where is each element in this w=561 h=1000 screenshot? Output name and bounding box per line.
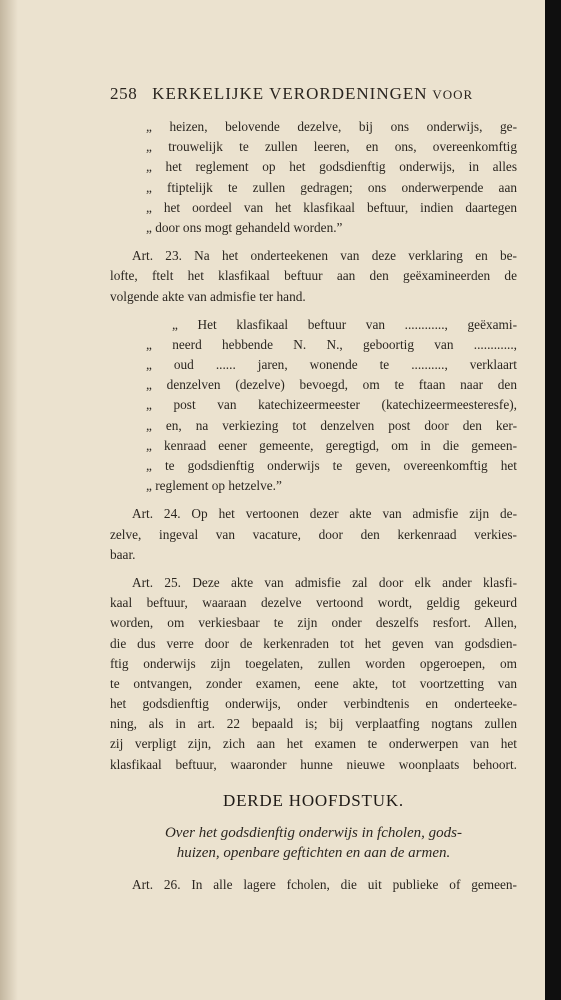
quote-line: „ het oordeel van het klasfikaal beftuur, indien daartegen [146,199,517,215]
quote-line: „ te godsdienftig onderwijs te geven, overeenkomftig het [146,458,517,473]
page-edge [545,0,561,1000]
quote-line: „ oud ...... jaren, wonende te .........., verklaart [146,357,517,373]
quote-line: „ post van katechizeermeester (katechizeermeesteresfe), [146,397,517,413]
quote-line: „ het reglement op het godsdienftig onderwijs, in alles [146,159,517,175]
quote-line: „ heizen, belovende dezelve, bij ons onderwijs, ge- [146,119,517,134]
text-line: worden, om verkiesbaar te zijn onder deszelfs resfort. Allen, [110,615,517,631]
quote-line: „ en, na verkiezing tot denzelven post door den ker- [146,417,517,433]
chapter-heading: DERDE HOOFDSTUK. [223,790,404,810]
page-body [110,117,517,895]
text-line: Art. 23. Na het onderteekenen van deze verklaring en be- [132,248,517,264]
subheading-line: huizen, openbare geftichten en aan de armen. [176,844,451,861]
text-line: klasfikaal beftuur, waaronder hunne nieuwe woonplaats behoort. [110,756,517,772]
running-title-suffix: VOOR [432,87,474,102]
paragraph-gap [110,496,517,504]
quote-line: „ denzelven (dezelve) bevoegd, om te ftaan naar den [146,377,517,393]
quote-line: „ neerd hebbende N. N., geboortig van ............, [146,336,517,352]
text-line: ftig onderwijs zijn toegelaten, zullen worden opgeroepen, om [110,655,517,671]
subheading-line: Over het godsdienftig onderwijs in fcholen, gods- [164,824,463,841]
text-line: kaal beftuur, waaraan dezelve vertoond wordt, geldig gekeurd [110,595,517,611]
text-line: die dus verre door de kerkenraden tot het geven van godsdien- [110,635,517,651]
quote-line: „ trouwelijk te zullen leeren, en ons, overeenkomftig [146,139,517,155]
text-line: Art. 25. Deze akte van admisfie zal door elk ander klasfi- [132,574,517,590]
text-line: zij verpligt zijn, zich aan het examen te onderwerpen van het [110,736,517,752]
text-line: zelve, ingeval van vacature, door den kerkenraad verkies- [110,526,517,542]
text-line: Art. 24. Op het vertoonen dezer akte van admisfie zijn de- [132,506,517,522]
text-line: het godsdienftig onderwijs, onder verbindtenis en onderteeke- [110,696,517,712]
quote-line: „ door ons mogt gehandeld worden.” [146,219,343,235]
text-line: ning, als in art. 22 bepaald is; bij verplaatfing nogtans zullen [110,716,517,732]
quote-line: „ ftiptelijk te zullen gedragen; ons onderwerpende aan [146,179,517,195]
text-lines [110,117,517,775]
text-line: baar. [110,546,136,562]
text-line: lofte, ftelt het klasfikaal beftuur aan den geëxamineerden de [110,268,517,284]
quote-line: „ kenraad eener gemeente, geregtigd, om in die gemeen- [146,437,517,453]
running-head [110,84,510,104]
paragraph-gap [110,307,517,315]
quote-line: „ Het klasfikaal beftuur van ............, geëxami- [172,316,517,332]
quote-line: „ reglement op hetzelve.” [146,478,282,494]
text-line: volgende akte van admisfie ter hand. [110,288,306,304]
text-line: te ontvangen, zonder examen, eene akte, tot voortzetting van [110,675,517,691]
page-number: 258 [110,84,138,103]
paragraph-gap [110,238,517,246]
final-line: Art. 26. In alle lagere fcholen, die uit publieke of gemeen- [132,876,517,892]
paragraph-gap [110,565,517,573]
running-title: KERKELIJKE VERORDENINGEN [152,84,428,103]
chapter-subheading [110,823,517,863]
